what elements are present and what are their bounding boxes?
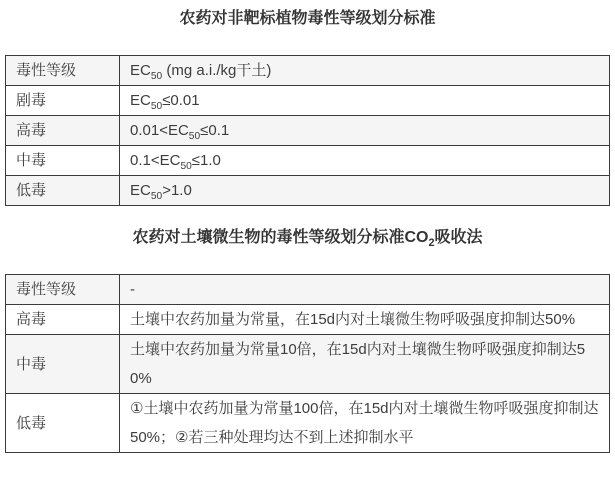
- soil-microbe-toxicity-section: [5, 229, 610, 453]
- table-header-row: [6, 275, 610, 305]
- soil-microbe-toxicity-table-title: 农药对土壤微生物的毒性等级划分标准$CO_2$吸收法: [132, 229, 483, 250]
- criteria-value-cell: ①土壤中农药加量为常量100倍，在15d内对土壤微生物呼吸强度抑制达50%；②若三种处理均达不到上述抑制水平: [120, 394, 610, 453]
- table-row: [6, 305, 610, 335]
- subscript-text: 2: [428, 237, 435, 250]
- plant-toxicity-table: [5, 55, 610, 206]
- subscript-text: 50: [188, 131, 201, 142]
- criteria-value-cell: $0.1<EC_{50}\le 1.0$: [120, 146, 610, 176]
- table-row: [6, 86, 610, 116]
- subscript-text: 50: [150, 191, 163, 202]
- table-row: [6, 394, 610, 453]
- table-header-row: [6, 56, 610, 86]
- plant-toxicity-table-title: 农药对非靶标植物毒性等级划分标准: [179, 10, 436, 27]
- toxicity-level-cell: 剧毒: [6, 86, 120, 116]
- criteria-value-cell: $0.01<EC_{50}\le 0.1$: [120, 116, 610, 146]
- table-row: [6, 176, 610, 206]
- criteria-value-cell: $EC_{50}>1.0$: [120, 176, 610, 206]
- subscript-text: 50: [150, 101, 163, 112]
- subscript-text: 50: [150, 71, 163, 82]
- table-row: [6, 116, 610, 146]
- toxicity-level-cell: 低毒: [6, 394, 120, 453]
- toxicity-level-cell: 毒性等级: [6, 275, 120, 305]
- toxicity-level-cell: 低毒: [6, 176, 120, 206]
- soil-microbe-toxicity-table: [5, 274, 610, 453]
- toxicity-level-cell: 中毒: [6, 335, 120, 394]
- toxicity-level-cell: 高毒: [6, 305, 120, 335]
- criteria-value-cell: -: [120, 275, 610, 305]
- criteria-value-cell: $EC_{50}\le 0.01$: [120, 86, 610, 116]
- toxicity-level-cell: 毒性等级: [6, 56, 120, 86]
- table-row: [6, 335, 610, 394]
- toxicity-level-cell: 中毒: [6, 146, 120, 176]
- criteria-value-cell: 土壤中农药加量为常量10倍，在15d内对土壤微生物呼吸强度抑制达50%: [120, 335, 610, 394]
- table-row: [6, 146, 610, 176]
- subscript-text: 50: [180, 161, 192, 172]
- criteria-value-cell: $EC_{50}$ (mg a.i./kg干土): [120, 56, 610, 86]
- criteria-value-cell: 土壤中农药加量为常量，在15d内对土壤微生物呼吸强度抑制达50%: [120, 305, 610, 335]
- toxicity-level-cell: 高毒: [6, 116, 120, 146]
- plant-toxicity-section: [5, 10, 610, 206]
